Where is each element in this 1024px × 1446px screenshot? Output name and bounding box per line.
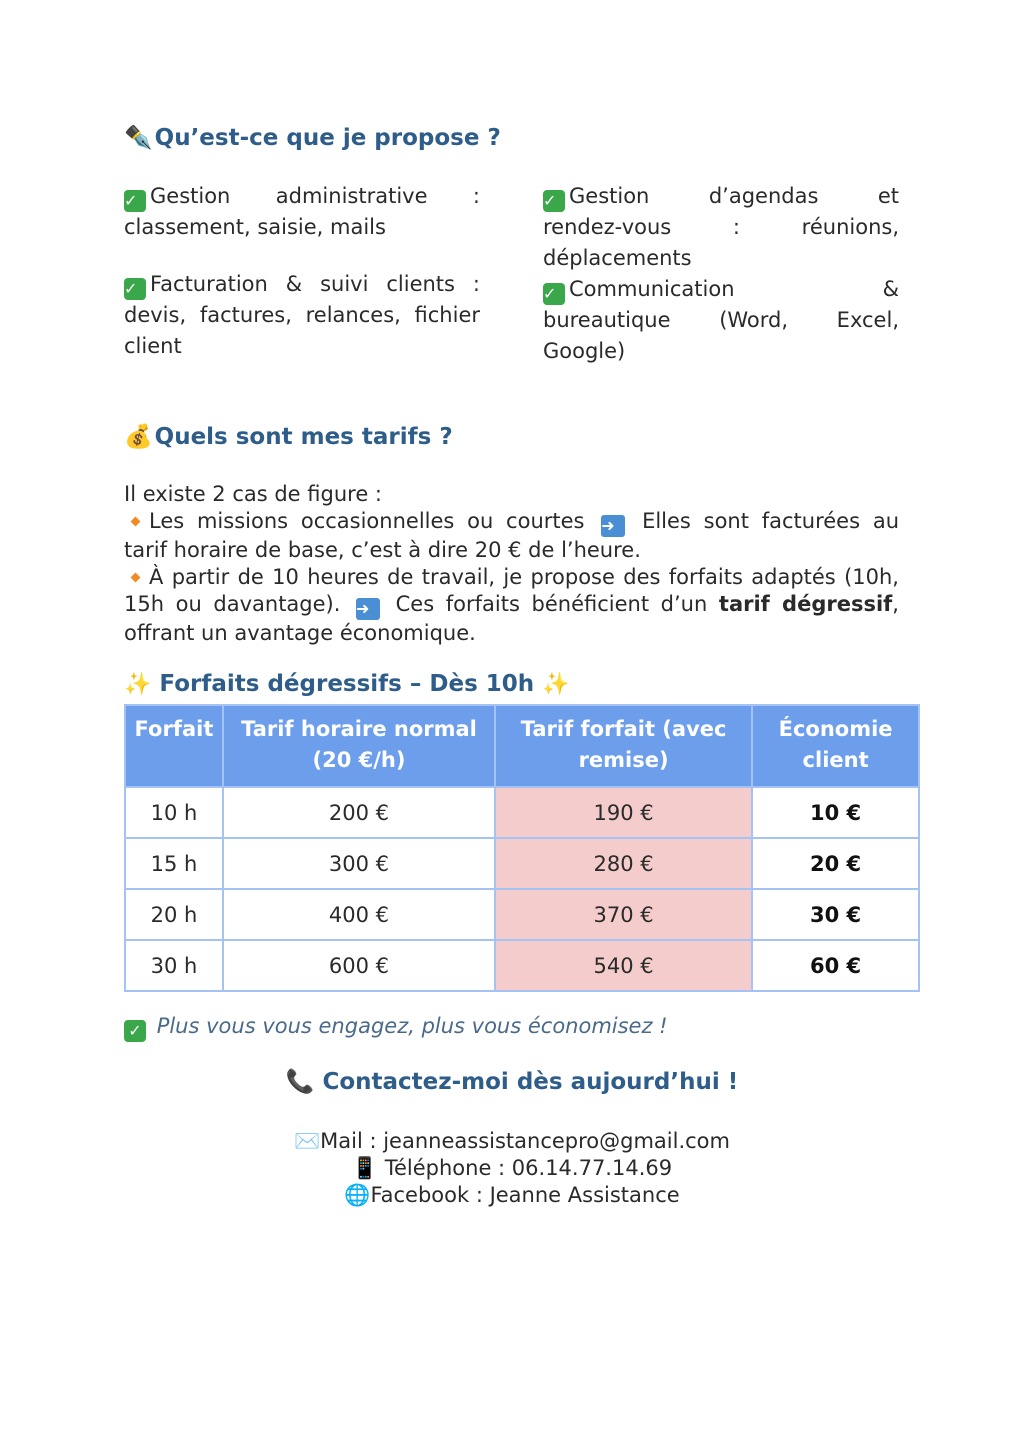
service-item-text: Google) [543, 339, 626, 363]
contact-heading: 📞 Contactez-moi dès aujourd’hui ! [285, 1069, 739, 1095]
table-header-row [125, 705, 919, 787]
service-item-text: classement, saisie, mails [124, 215, 386, 239]
telephone-icon: 📞 [285, 1069, 315, 1095]
mobile-phone-icon: 📱 [351, 1156, 379, 1180]
header-forfait: Forfait [125, 705, 223, 787]
fountain-pen-icon: ✒️ [124, 125, 153, 151]
cell-tarif-normal: 200 € [223, 787, 495, 838]
cell-tarif-forfait: 370 € [495, 889, 752, 940]
cell-tarif-normal: 300 € [223, 838, 495, 889]
cell-tarif-forfait: 190 € [495, 787, 752, 838]
case-two-line: 15h ou davantage). ➜ Ces forfaits bénéficient d’un tarif dégressif, [124, 592, 899, 618]
services-left-column [124, 181, 480, 362]
service-item: ✓ Gestion d’agendas et [543, 184, 899, 210]
sparkles-icon: ✨ [542, 672, 570, 697]
cell-economie: 10 € [752, 787, 919, 838]
orange-diamond-icon [131, 573, 141, 583]
tarifs-description [124, 481, 899, 647]
tarifs-intro: Il existe 2 cas de figure : [124, 482, 382, 506]
service-item-text: client [124, 334, 182, 358]
section-heading-tarifs: 💰Quels sont mes tarifs ? [124, 424, 453, 450]
cell-forfait: 15 h [125, 838, 223, 889]
cell-economie: 30 € [752, 889, 919, 940]
service-item-text: rendez-vous : réunions, [543, 215, 899, 239]
contact-facebook: 🌐Facebook : Jeanne Assistance [344, 1183, 680, 1207]
orange-diamond-icon [131, 517, 141, 527]
savings-note: ✓ Plus vous vous engagez, plus vous économisez ! [124, 1014, 668, 1042]
header-economie: Économie client [752, 705, 919, 787]
case-one-text: tarif horaire de base, c’est à dire 20 € de l’heure. [124, 538, 641, 562]
cell-forfait: 10 h [125, 787, 223, 838]
bold-term: tarif dégressif [718, 592, 893, 616]
cell-tarif-forfait: 540 € [495, 940, 752, 991]
section-heading-services: ✒️Qu’est-ce que je propose ? [124, 125, 501, 151]
check-mark-icon: ✓ [124, 190, 146, 212]
cell-tarif-normal: 600 € [223, 940, 495, 991]
table-title: ✨ Forfaits dégressifs – Dès 10h ✨ [124, 671, 570, 697]
service-item-text: devis, factures, relances, fichier [124, 303, 480, 327]
table-row [125, 940, 919, 991]
case-two-line: À partir de 10 heures de travail, je propose des forfaits adaptés (10h, [124, 564, 899, 591]
table-row [125, 838, 919, 889]
check-mark-icon: ✓ [543, 283, 565, 305]
service-item: ✓ Gestion administrative : [124, 184, 480, 210]
cell-tarif-normal: 400 € [223, 889, 495, 940]
service-item-text: bureautique (Word, Excel, [543, 308, 899, 332]
cell-forfait: 20 h [125, 889, 223, 940]
sparkles-icon: ✨ [124, 672, 152, 697]
check-mark-icon: ✓ [124, 1020, 146, 1042]
right-arrow-icon: ➜ [601, 515, 625, 537]
case-two-text: offrant un avantage économique. [124, 621, 476, 645]
globe-icon: 🌐 [344, 1183, 371, 1207]
right-arrow-icon: ➜ [356, 598, 380, 620]
check-mark-icon: ✓ [543, 190, 565, 212]
service-item-text: déplacements [543, 246, 692, 270]
pricing-table [124, 704, 920, 992]
cell-forfait: 30 h [125, 940, 223, 991]
service-item: ✓ Facturation & suivi clients : [124, 272, 480, 298]
cell-economie: 60 € [752, 940, 919, 991]
header-tarif-normal: Tarif horaire normal (20 €/h) [223, 705, 495, 787]
contact-phone: 📱 Téléphone : 06.14.77.14.69 [351, 1156, 673, 1180]
table-row [125, 889, 919, 940]
money-bag-icon: 💰 [124, 424, 153, 450]
table-row [125, 787, 919, 838]
header-tarif-forfait: Tarif forfait (avec remise) [495, 705, 752, 787]
contact-mail: ✉️Mail : jeanneassistancepro@gmail.com [293, 1129, 730, 1153]
services-right-column [543, 181, 899, 367]
check-mark-icon: ✓ [124, 278, 146, 300]
case-one-line: Les missions occasionnelles ou courtes ➜ Elles sont facturées au [124, 508, 899, 537]
contact-info [0, 1128, 1024, 1209]
cell-economie: 20 € [752, 838, 919, 889]
cell-tarif-forfait: 280 € [495, 838, 752, 889]
envelope-icon: ✉️ [293, 1129, 321, 1153]
service-item: ✓ Communication & [543, 277, 899, 303]
